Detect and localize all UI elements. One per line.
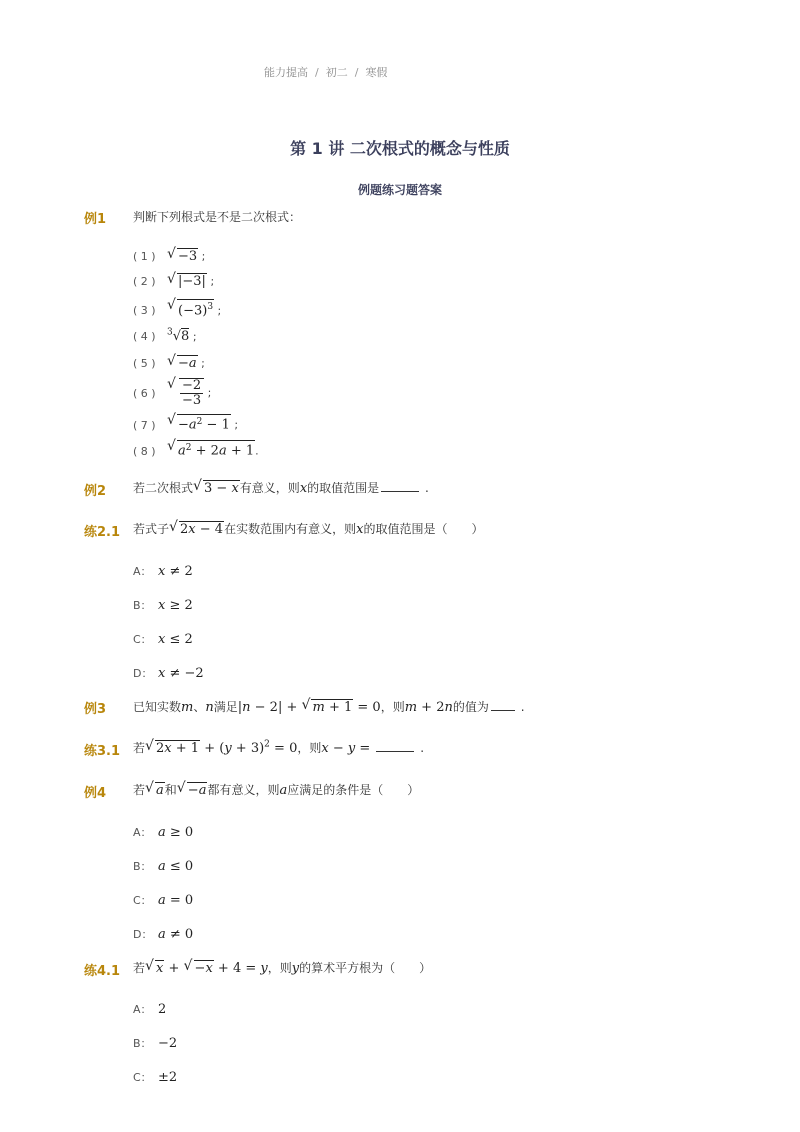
example-1-item: ( 3 )√ $(-3)^3$ ; [133,299,221,318]
breadcrumb-level: 能力提高 [264,66,308,79]
example-1-item: ( 4 ) $^3$√8 ; [133,328,197,345]
practice-2-1-text: 若式子√ 2x − 4在实数范围内有意义，则x的取值范围是（ ） [133,520,483,537]
practice-4-1-text: 若√ x + √ −x + 4 = y，则y的算术平方根为（ ） [133,959,431,976]
practice-2-1-tag: 练2.1 [84,525,121,540]
breadcrumb [264,64,387,80]
option-b[interactable]: B： −2 [133,1036,178,1051]
option-a[interactable]: A： x ≠ 2 [133,564,193,579]
practice-3-1-tag: 练3.1 [84,744,121,759]
option-c[interactable]: C： a = 0 [133,893,194,908]
option-c[interactable]: C： ±2 [133,1070,178,1085]
breadcrumb-separator: / [354,66,359,79]
option-a[interactable]: A： a ≥ 0 [133,825,194,840]
example-1-item: ( 8 )√ $a^2 + 2a + 1$. [133,440,259,459]
breadcrumb-separator: / [315,66,319,79]
practice-4-1-tag: 练4.1 [84,964,121,979]
example-1-item: ( 6 ) √ $\frac{-2}{-3}$ ; [133,378,211,408]
example-1-item: ( 1 )√ −3 ; [133,248,205,264]
option-a[interactable]: A： 2 [133,1002,167,1017]
page-subtitle: 例题练习题答案 [357,183,442,197]
option-b[interactable]: B： a ≤ 0 [133,859,194,874]
example-1-item: ( 7 )√ $-a^2 - 1$ ; [133,414,238,433]
example-3-text: 已知实数m、n满足|n − 2| + √ m + 1 = 0，则m + 2n的值为 . [133,698,525,715]
example-1-text: 判断下列根式是不是二次根式： [133,210,302,224]
example-4-text: 若√ a和√ −a都有意义，则a应满足的条件是（ ） [133,781,419,798]
practice-3-1-text: 若√ $2x + 1 + (y + 3)^2 = 0$，则x − y = . [133,739,424,756]
breadcrumb-grade: 初二 [325,66,348,79]
example-2-tag: 例2 [84,484,107,499]
example-4-tag: 例4 [84,786,107,801]
page-title: 第 1 讲 二次根式的概念与性质 [290,139,510,158]
example-1-item: ( 2 )√ |−3| ; [133,273,214,289]
example-1-tag: 例1 [84,212,107,227]
option-d[interactable]: D： a ≠ 0 [133,927,194,942]
example-2-text: 若二次根式√ 3 − x有意义，则x的取值范围是 . [133,479,429,496]
option-d[interactable]: D： x ≠ −2 [133,666,204,681]
example-1-item: ( 5 )√ −a ; [133,355,205,371]
breadcrumb-term: 寒假 [365,66,388,79]
option-b[interactable]: B： x ≥ 2 [133,598,193,613]
option-c[interactable]: C： x ≤ 2 [133,632,193,647]
example-3-tag: 例3 [84,702,107,717]
